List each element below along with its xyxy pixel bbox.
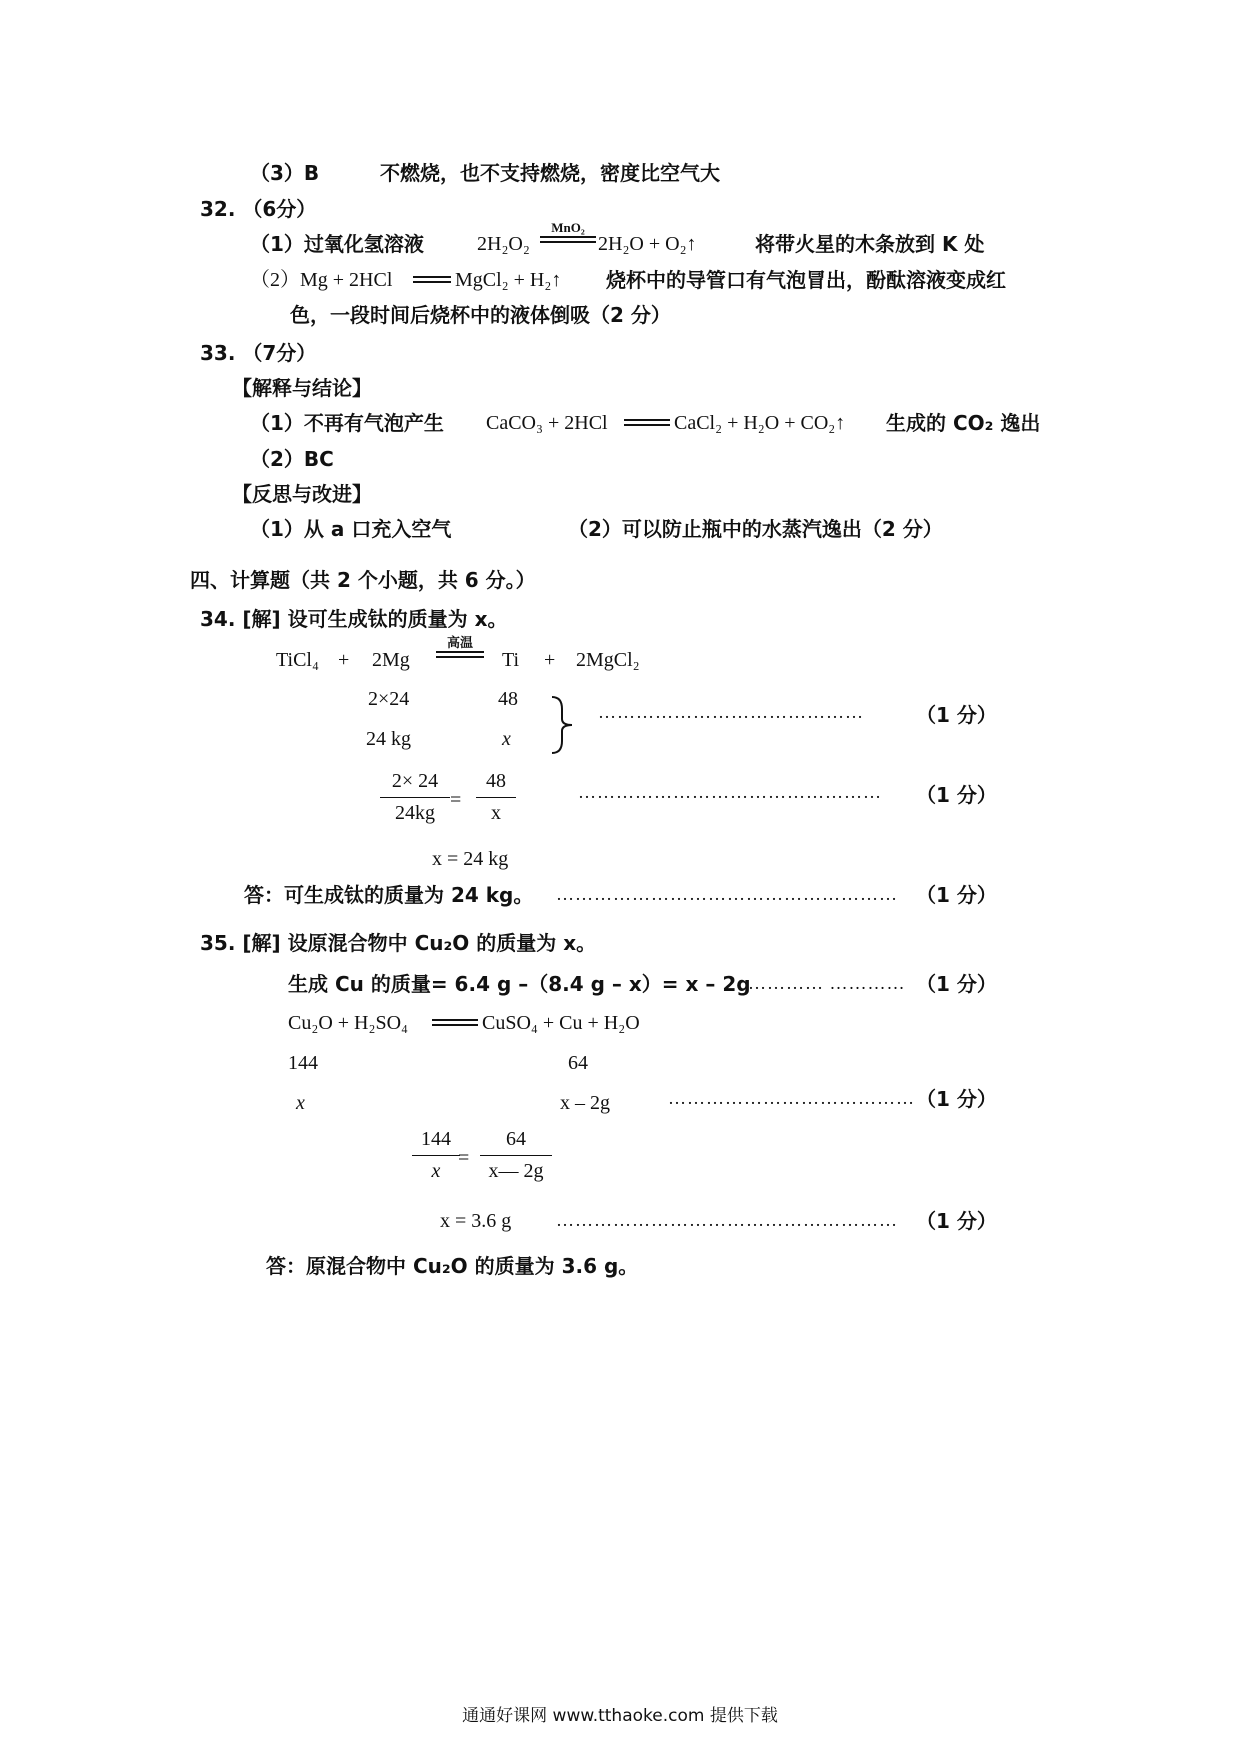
q34-row2-a: 24 kg xyxy=(366,728,411,750)
q33-p1-label: （1）不再有气泡产生 xyxy=(250,411,444,435)
q33-p2: （2）BC xyxy=(250,447,334,471)
q34-header: 34. [解] 设可生成钛的质量为 x。 xyxy=(200,607,508,631)
q35-row2-a: x xyxy=(296,1092,305,1114)
q32-header: 32. （6分） xyxy=(200,197,317,221)
q31-part3-text: 不燃烧，也不支持燃烧，密度比空气大 xyxy=(380,161,720,185)
q33-p1-eq-right: CaCl₂ + H₂O + CO₂↑ xyxy=(674,412,846,434)
q35-answer: 答：原混合物中 Cu₂O 的质量为 3.6 g。 xyxy=(266,1254,639,1278)
q33-p1-text: 生成的 CO₂ 逸出 xyxy=(886,411,1041,435)
q34-eq-reactant1: TiCl₄ xyxy=(276,649,319,671)
q32-p1-eq-right: 2H₂O + O₂↑ xyxy=(598,233,697,255)
q34-frac-left-num: 2× 24 xyxy=(380,770,450,798)
q34-score-2: （1 分） xyxy=(916,783,997,807)
q35-frac-equals: = xyxy=(458,1147,470,1169)
q35-result: x = 3.6 g xyxy=(440,1210,512,1232)
q35-score-3: （1 分） xyxy=(916,1209,997,1233)
q35-frac-right-num: 64 xyxy=(480,1128,552,1156)
q35-header: 35. [解] 设原混合物中 Cu₂O 的质量为 x。 xyxy=(200,931,597,955)
q35-frac-left-num: 144 xyxy=(412,1128,460,1156)
q31-part3-label: （3）B xyxy=(250,161,320,185)
q34-eq-plus1: + xyxy=(338,649,350,671)
q35-eq-arrow xyxy=(432,1018,478,1026)
q33-section-reflect: 【反思与改进】 xyxy=(232,482,372,506)
q35-cu-mass-line: 生成 Cu 的质量= 6.4 g –（8.4 g – x）= x – 2g xyxy=(288,972,751,996)
q32-p1-eq-left: 2H₂O₂ xyxy=(477,233,530,255)
q34-frac-left-den: 24kg xyxy=(395,802,435,824)
q35-frac-right-den: x— 2g xyxy=(488,1160,544,1182)
q32-p2-text: 烧杯中的导管口有气泡冒出，酚酞溶液变成红 xyxy=(606,268,1006,292)
q33-p1-eq-arrow xyxy=(624,418,670,426)
q34-row2-b: x xyxy=(502,728,511,750)
q32-p2-eq-left: （2）Mg + 2HCl xyxy=(250,269,393,291)
q33-reflect-2: （2）可以防止瓶中的水蒸汽逸出（2 分） xyxy=(568,517,943,541)
q33-p1-eq-left: CaCO₃ + 2HCl xyxy=(486,412,608,434)
q32-p2-text-cont: 色，一段时间后烧杯中的液体倒吸（2 分） xyxy=(290,303,671,327)
q35-eq-left: Cu₂O + H₂SO₄ xyxy=(288,1012,408,1034)
q34-eq-arrow xyxy=(436,636,484,658)
q35-eq-right: CuSO₄ + Cu + H₂O xyxy=(482,1012,640,1034)
q34-frac-right-num: 48 xyxy=(476,770,516,798)
q35-fraction-left xyxy=(412,1128,460,1183)
page-footer: 通通好课网 www.tthaoke.com 提供下载 xyxy=(462,1706,778,1726)
q35-row1-a: 144 xyxy=(288,1052,318,1074)
q32-p1-eq-arrow xyxy=(540,221,596,243)
q34-frac-equals: = xyxy=(450,789,462,811)
q35-row1-b: 64 xyxy=(568,1052,588,1074)
q35-score-2: （1 分） xyxy=(916,1087,997,1111)
q32-p2-eq-right: MgCl₂ + H₂↑ xyxy=(455,269,562,291)
q34-eq-condition: 高温 xyxy=(446,635,473,650)
q34-eq-product1: Ti xyxy=(502,649,520,671)
q35-frac-left-den: x xyxy=(431,1160,441,1182)
part4-title: 四、计算题（共 2 个小题，共 6 分。） xyxy=(190,568,536,592)
q34-score-3: （1 分） xyxy=(916,883,997,907)
q33-reflect-1: （1）从 a 口充入空气 xyxy=(250,517,452,541)
q34-eq-plus2: + xyxy=(544,649,556,671)
q32-p1-label: （1）过氧化氢溶液 xyxy=(250,232,424,256)
q32-p1-eq-condition: MnO₂ xyxy=(551,220,585,235)
q35-row2-b: x – 2g xyxy=(560,1092,610,1114)
q34-eq-reactant2: 2Mg xyxy=(372,649,410,671)
q34-row1-b: 48 xyxy=(498,688,518,710)
q32-p2-eq-arrow xyxy=(413,275,451,283)
q35-score-1: （1 分） xyxy=(916,972,997,996)
q34-score-1: （1 分） xyxy=(916,703,997,727)
q34-row1-a: 2×24 xyxy=(368,688,410,710)
q32-p1-text: 将带火星的木条放到 K 处 xyxy=(755,232,985,256)
q33-header: 33. （7分） xyxy=(200,341,317,365)
q34-fraction-left xyxy=(380,770,450,825)
q34-eq-product2: 2MgCl₂ xyxy=(576,649,640,671)
q34-result: x = 24 kg xyxy=(432,848,509,870)
q34-answer: 答：可生成钛的质量为 24 kg。 xyxy=(244,883,534,907)
q34-frac-right-den: x xyxy=(491,802,501,824)
q35-fraction-right xyxy=(480,1128,552,1183)
q34-brace-icon xyxy=(548,695,578,755)
q33-section-explain: 【解释与结论】 xyxy=(232,376,372,400)
q34-fraction-right xyxy=(476,770,516,825)
